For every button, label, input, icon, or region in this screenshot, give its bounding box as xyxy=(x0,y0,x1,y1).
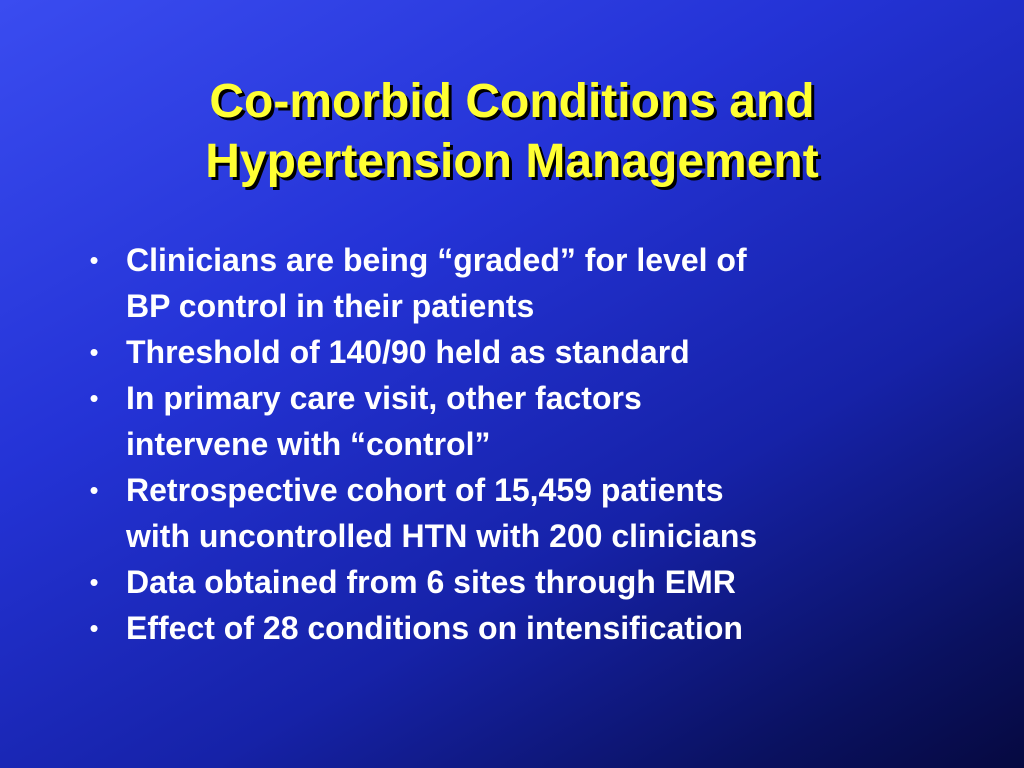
bullet-text-line: intervene with “control” xyxy=(126,426,491,462)
bullet-item-threshold xyxy=(84,329,984,375)
bullet-text-line: Retrospective cohort of 15,459 patients xyxy=(126,472,724,508)
bullet-dot-icon: • xyxy=(89,383,99,413)
bullet-list xyxy=(84,237,984,651)
bullet-text-line: Effect of 28 conditions on intensification xyxy=(126,610,743,646)
bullet-item-conditions xyxy=(84,605,984,651)
slide-title xyxy=(0,72,1024,192)
title-line-1: Co-morbid Conditions and xyxy=(209,75,815,128)
bullet-item-cohort xyxy=(84,467,984,559)
title-line-2: Hypertension Management xyxy=(205,135,819,188)
bullet-item-graded xyxy=(84,237,984,329)
bullet-dot-icon: • xyxy=(89,567,99,597)
bullet-text-line: BP control in their patients xyxy=(126,288,535,324)
bullet-text-line: Threshold of 140/90 held as standard xyxy=(126,334,690,370)
bullet-dot-icon: • xyxy=(89,245,99,275)
bullet-dot-icon: • xyxy=(89,337,99,367)
bullet-text-line: In primary care visit, other factors xyxy=(126,380,642,416)
bullet-dot-icon: • xyxy=(89,613,99,643)
bullet-text-line: Data obtained from 6 sites through EMR xyxy=(126,564,736,600)
bullet-item-data-sites xyxy=(84,559,984,605)
bullet-dot-icon: • xyxy=(89,475,99,505)
bullet-item-primary-care xyxy=(84,375,984,467)
bullet-text-line: Clinicians are being “graded” for level of xyxy=(126,242,747,278)
bullet-text-line: with uncontrolled HTN with 200 clinicians xyxy=(126,518,758,554)
